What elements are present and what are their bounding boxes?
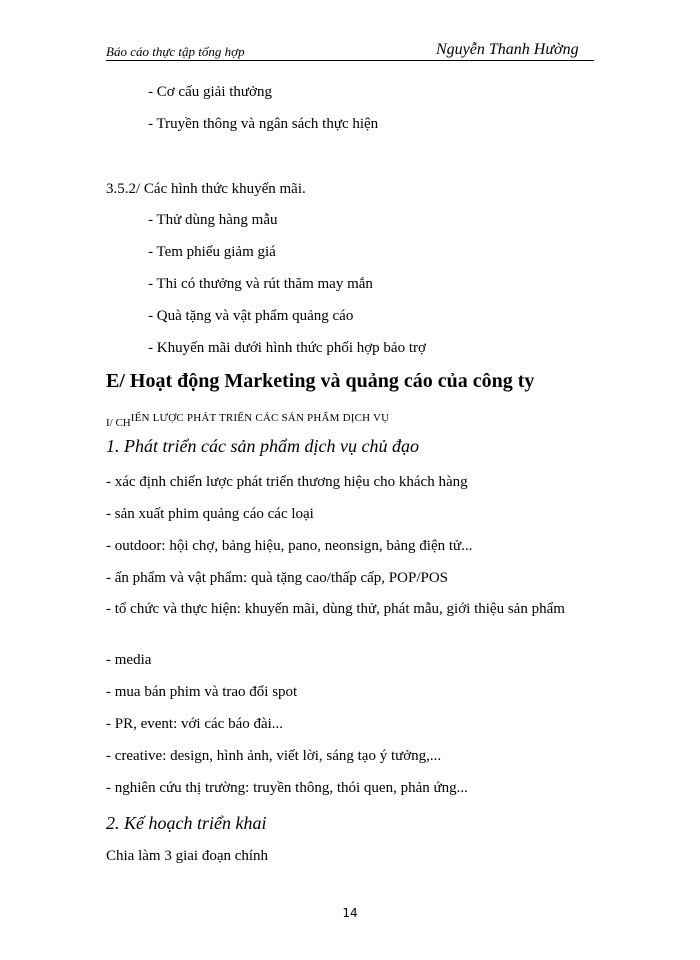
service-item: - PR, event: với các báo đài... <box>106 716 284 732</box>
promo-item: - Thử dùng hàng mẫu <box>148 212 278 228</box>
section-i-heading <box>106 411 389 429</box>
bullet-prize-structure: - Cơ cấu giải thưởng <box>148 84 272 100</box>
section-352-title: 3.5.2/ Các hình thức khuyến mãi. <box>106 181 306 197</box>
service-item-justified: - tổ chức và thực hiện: khuyến mãi, dùng thử, phát mẫu, giới thiệu sản phẩm <box>106 601 565 617</box>
section-e-heading: E/ Hoạt động Marketing và quảng cáo của công ty <box>106 370 535 392</box>
service-item: - xác định chiến lược phát triển thương hiệu cho khách hàng <box>106 474 468 490</box>
promo-item: - Thi có thưởng và rút thăm may mắn <box>148 276 373 292</box>
header-report-title: Báo cáo thực tập tổng hợp <box>106 44 245 59</box>
service-item: - media <box>106 652 152 668</box>
promo-item: - Khuyến mãi dưới hình thức phối hợp bảo trợ <box>148 340 426 356</box>
section-i-prefix: I/ CH <box>106 417 131 429</box>
section-i-rest: IẾN LƯỢC PHÁT TRIỂN CÁC SẢN PHẨM DỊCH VỤ <box>130 412 390 424</box>
service-item: - ấn phẩm và vật phẩm: quà tặng cao/thấp cấp, POP/POS <box>106 570 449 586</box>
header-author-name: Nguyễn Thanh Hường <box>436 41 579 58</box>
page-number: 14 <box>342 906 358 920</box>
service-item: - nghiên cứu thị trường: truyền thông, thói quen, phản ứng... <box>106 780 468 796</box>
closing-line: Chia làm 3 giai đoạn chính <box>106 848 269 864</box>
service-item: - mua bán phim và trao đổi spot <box>106 684 298 700</box>
service-item: - creative: design, hình ảnh, viết lời, sáng tạo ý tưởng,... <box>106 748 442 764</box>
subsection-1-heading: 1. Phát triển các sản phẩm dịch vụ chủ đạo <box>106 436 419 456</box>
service-item: - outdoor: hội chợ, bảng hiệu, pano, neonsign, bảng điện tử... <box>106 538 473 554</box>
header-divider <box>106 60 594 61</box>
subsection-2-heading: 2. Kế hoạch triển khai <box>106 813 267 833</box>
promo-item: - Quà tặng và vật phẩm quảng cáo <box>148 308 354 324</box>
promo-item: - Tem phiếu giảm giá <box>148 244 276 260</box>
bullet-communication-budget: - Truyền thông và ngân sách thực hiện <box>148 116 379 132</box>
service-item: - sản xuất phim quảng cáo các loại <box>106 506 314 522</box>
